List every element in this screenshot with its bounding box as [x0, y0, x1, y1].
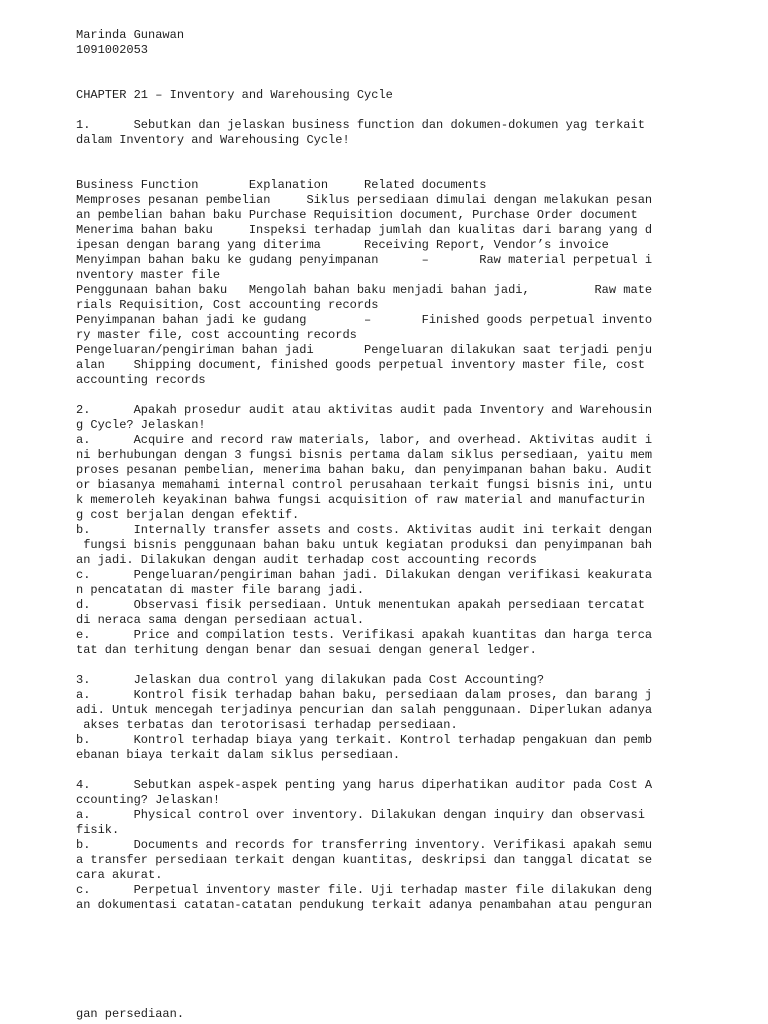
text-line: or biasanya memahami internal control perusahaan terkait fungsi bisnis ini, untu [76, 478, 653, 492]
text-line: Pengeluaran/pengiriman bahan jadi Pengeluaran dilakukan saat terjadi penju [76, 343, 653, 357]
text-line: Penggunaan bahan baku Mengolah bahan baku menjadi bahan jadi, Raw mate [76, 283, 653, 297]
blank-line [76, 763, 756, 778]
text-line: a. Physical control over inventory. Dilakukan dengan inquiry dan observasi [76, 808, 645, 822]
continued-line: gan persediaan. [76, 1007, 185, 1021]
text-line: an dokumentasi catatan-catatan pendukung terkait adanya penambahan atau penguran [76, 898, 653, 912]
text-line: ry master file, cost accounting records [76, 328, 357, 342]
text-line: n pencatatan di master file barang jadi. [76, 583, 365, 597]
chapter-title: CHAPTER 21 – Inventory and Warehousing Cycle [76, 88, 393, 102]
text-line: accounting records [76, 373, 206, 387]
document-body [76, 118, 756, 913]
blank-line [76, 163, 756, 178]
author-name: Marinda Gunawan [76, 28, 185, 42]
text-line: 4. Sebutkan aspek-aspek penting yang harus diperhatikan auditor pada Cost A [76, 778, 653, 792]
text-line: 1. Sebutkan dan jelaskan business function dan dokumen-dokumen yag terkait [76, 118, 645, 132]
document-page [76, 28, 756, 913]
text-line: g Cycle? Jelaskan! [76, 418, 206, 432]
text-line: akses terbatas dan terotorisasi terhadap persediaan. [76, 718, 458, 732]
blank-line [76, 148, 756, 163]
blank-line [76, 388, 756, 403]
text-line: b. Documents and records for transferring inventory. Verifikasi apakah semu [76, 838, 653, 852]
text-line: c. Perpetual inventory master file. Uji terhadap master file dilakukan deng [76, 883, 653, 897]
text-line: ipesan dengan barang yang diterima Receiving Report, Vendor’s invoice [76, 238, 609, 252]
text-line: an pembelian bahan baku Purchase Requisition document, Purchase Order document [76, 208, 638, 222]
text-line: a transfer persediaan terkait dengan kuantitas, deskripsi dan tanggal dicatat se [76, 853, 653, 867]
text-line: nventory master file [76, 268, 221, 282]
text-line: Menerima bahan baku Inspeksi terhadap jumlah dan kualitas dari barang yang d [76, 223, 653, 237]
text-line: ni berhubungan dengan 3 fungsi bisnis pertama dalam siklus persediaan, yaitu mem [76, 448, 653, 462]
text-line: a. Acquire and record raw materials, labor, and overhead. Aktivitas audit i [76, 433, 653, 447]
text-line: d. Observasi fisik persediaan. Untuk menentukan apakah persediaan tercatat [76, 598, 645, 612]
text-line: tat dan terhitung dengan benar dan sesuai dengan general ledger. [76, 643, 537, 657]
text-line: c. Pengeluaran/pengiriman bahan jadi. Dilakukan dengan verifikasi keakurata [76, 568, 653, 582]
text-line: b. Kontrol terhadap biaya yang terkait. Kontrol terhadap pengakuan dan pemb [76, 733, 653, 747]
text-line: cara akurat. [76, 868, 163, 882]
text-line: b. Internally transfer assets and costs. Aktivitas audit ini terkait dengan [76, 523, 653, 537]
text-line: k memeroleh keyakinan bahwa fungsi acquisition of raw material and manufacturin [76, 493, 645, 507]
text-line: di neraca sama dengan persediaan actual. [76, 613, 365, 627]
text-line: dalam Inventory and Warehousing Cycle! [76, 133, 350, 147]
text-line: alan Shipping document, finished goods perpetual inventory master file, cost [76, 358, 645, 372]
text-line: ccounting? Jelaskan! [76, 793, 221, 807]
text-line: adi. Untuk mencegah terjadinya pencurian dan salah penggunaan. Diperlukan adanya [76, 703, 653, 717]
text-line: Business Function Explanation Related documents [76, 178, 487, 192]
text-line: a. Kontrol fisik terhadap bahan baku, persediaan dalam proses, dan barang j [76, 688, 653, 702]
text-line: an jadi. Dilakukan dengan audit terhadap cost accounting records [76, 553, 537, 567]
text-line: proses pesanan pembelian, menerima bahan baku, dan penyimpanan bahan baku. Audit [76, 463, 653, 477]
text-line: fungsi bisnis penggunaan bahan baku untuk kegiatan produksi dan penyimpanan bah [76, 538, 653, 552]
text-line: 3. Jelaskan dua control yang dilakukan pada Cost Accounting? [76, 673, 545, 687]
text-line: Penyimpanan bahan jadi ke gudang – Finished goods perpetual invento [76, 313, 653, 327]
blank-line [76, 658, 756, 673]
text-line: Menyimpan bahan baku ke gudang penyimpanan – Raw material perpetual i [76, 253, 653, 267]
text-line: ebanan biaya terkait dalam siklus persediaan. [76, 748, 401, 762]
text-line: e. Price and compilation tests. Verifikasi apakah kuantitas dan harga terca [76, 628, 653, 642]
text-line: g cost berjalan dengan efektif. [76, 508, 300, 522]
text-line: Memproses pesanan pembelian Siklus persediaan dimulai dengan melakukan pesan [76, 193, 653, 207]
text-line: fisik. [76, 823, 120, 837]
text-line: 2. Apakah prosedur audit atau aktivitas audit pada Inventory and Warehousin [76, 403, 653, 417]
text-line: rials Requisition, Cost accounting records [76, 298, 379, 312]
student-id: 1091002053 [76, 43, 149, 57]
